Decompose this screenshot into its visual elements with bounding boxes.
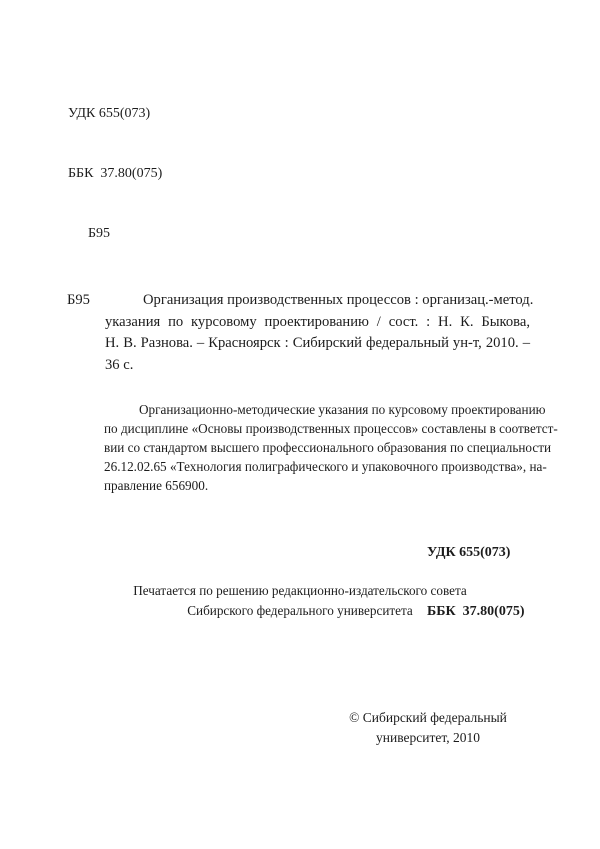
publication-note-line: Печатается по решению редакционно-издательского совета [133, 583, 467, 598]
bbk-number-bold: ББК 37.80(075) [427, 603, 525, 619]
annotation-line: правление 656900. [104, 478, 209, 493]
author-sign-code: Б95 [88, 226, 111, 241]
bbk-number: ББК 37.80(075) [68, 166, 163, 181]
annotation-line: по дисциплине «Основы производственных процессов» составлены в соответст- [104, 421, 558, 436]
catalog-line: указания по курсовому проектированию / сост. : Н. К. Быкова, [105, 313, 530, 330]
annotation-line: 26.12.02.65 «Технология полиграфического и упаковочного производства», на- [104, 459, 547, 474]
catalog-line: Организация производственных процессов : организац.-метод. [143, 292, 534, 308]
annotation-line: Организационно-методические указания по курсовому проектированию [139, 402, 546, 417]
udk-number-bold: УДК 655(073) [427, 545, 511, 560]
publication-note [0, 581, 600, 620]
copyright-notice [340, 708, 516, 748]
annotation-paragraph [104, 400, 558, 495]
catalog-line: 36 с. [105, 356, 134, 373]
top-classification-block [68, 64, 162, 284]
catalog-line: Н. В. Разнова. – Красноярск : Сибирский федеральный ун-т, 2010. – [105, 335, 530, 351]
copyright-line: © Сибирский федеральный [349, 710, 507, 725]
catalog-code: Б95 [67, 292, 90, 308]
copyright-line: университет, 2010 [376, 730, 480, 745]
publication-note-line: Сибирского федерального университета [187, 602, 413, 618]
catalog-entry [67, 290, 534, 376]
annotation-line: вии со стандартом высшего профессионального образования по специальности [104, 440, 552, 455]
udk-number: УДК 655(073) [68, 106, 151, 121]
